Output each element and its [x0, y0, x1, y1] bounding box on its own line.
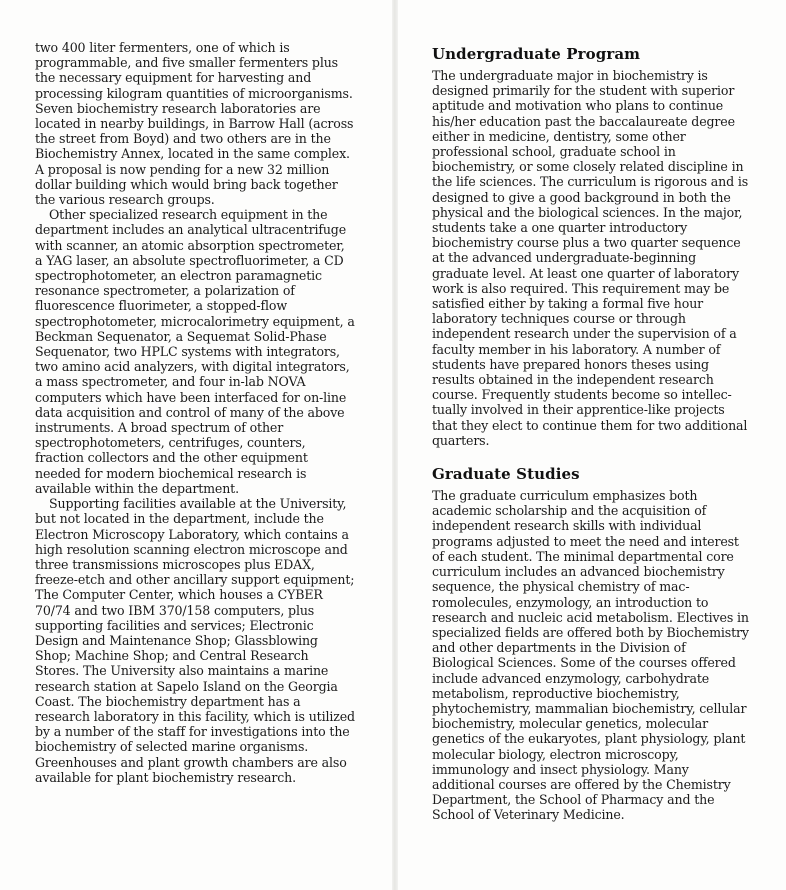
graduate-studies-heading: Graduate Studies [432, 465, 580, 484]
supporting-facilities-paragraph: Supporting facilities available at the University, but not located in the department, include the Electron Microscopy Laboratory, which contains a high resolution scanning electron microscope and three transmissions microscopes plus EDAX, freeze-etch and other ancillary support equipment; The Computer Center, which houses a CYBER 70/74 and two IBM 370/158 computers, plus supporting facilities and services; Electronic Design and Maintenance Shop; Glassblowing Shop; Machine Shop; and Central Research Stores. The University also maintains a marine research station at Sapelo Island on the Georgia Coast. The biochemistry department has a research laboratory in this facility, which is utilized by a number of the staff for investigations into the biochemistry of selected marine organisms. Greenhouses and plant growth chambers are also available for plant biochemistry research. [35, 496, 355, 785]
section-spacer [432, 448, 750, 464]
undergraduate-program-heading: Undergraduate Program [432, 45, 641, 63]
right-page-column [432, 44, 750, 823]
page-gutter [392, 0, 398, 890]
left-page-column [35, 40, 355, 785]
undergraduate-program-body: The undergraduate major in biochemistry is designed primarily for the student with superior aptitude and motivation who plans to continue his/her education past the baccalaureate degree either in medicine, dentistry, some other professional school, graduate school in biochemistry, or some closely related discipline in the life sciences. The curriculum is rigorous and is designed to give a good background in both the physical and the biological sciences. In the major, students take a one quarter introductory biochemistry course plus a two quarter sequence at the advanced undergraduate-beginning graduate level. At least one quarter of laboratory work is also required. This requirement may be satisfied either by taking a formal five hour laboratory techniques course or through independent research under the supervision of a faculty member in his laboratory. A number of students have prepared honors theses using results obtained in the independent research course. Frequently students become so intellectually involved in their apprentice-like projects that they elect to continue them for two additional quarters. [432, 68, 749, 448]
graduate-studies-body: The graduate curriculum emphasizes both academic scholarship and the acquisition of independent research skills with individual programs adjusted to meet the need and interest of each student. The minimal departmental core curriculum includes an advanced biochemistry sequence, the physical chemistry of macromolecules, enzymology, an introduction to research and nucleic acid metabolism. Electives in specialized fields are offered both by Biochemistry and other departments in the Division of Biological Sciences. Some of the courses offered include advanced enzymology, carbohydrate metabolism, reproductive biochemistry, phytochemistry, mammalian biochemistry, cellular biochemistry, molecular genetics, molecular genetics of the eukaryotes, plant physiology, plant molecular biology, electron microscopy, immunology and insect physiology. Many additional courses are offered by the Chemistry Department, the School of Pharmacy and the School of Veterinary Medicine. [432, 488, 749, 823]
facilities-paragraph: two 400 liter fermenters, one of which is programmable, and five smaller fermenters plus the necessary equipment for harvesting and processing kilogram quantities of microorganisms. Seven biochemistry research laboratories are located in nearby buildings, in Barrow Hall (across the street from Boyd) and two others are in the Biochemistry Annex, located in the same complex. A proposal is now pending for a new 32 million dollar building which would bring back together the various research groups. [35, 40, 354, 208]
equipment-paragraph: Other specialized research equipment in the department includes an analytical ultracentrifuge with scanner, an atomic absorption spectrometer, a YAG laser, an absolute spectrofluorimeter, a CD spectrophotometer, an electron paramagnetic resonance spectrometer, a polarization of fluorescence fluorimeter, a stopped-flow spectrophotometer, microcalorimetry equipment, a Beckman Sequenator, a Sequemat Solid-Phase Sequenator, two HPLC systems with integrators, two amino acid analyzers, with digital integrators, a mass spectrometer, and four in-lab NOVA computers which have been interfaced for on-line data acquisition and control of many of the above instruments. A broad spectrum of other spectrophotometers, centrifuges, counters, fraction collectors and the other equipment needed for modern biochemical research is available within the department. [35, 207, 355, 496]
